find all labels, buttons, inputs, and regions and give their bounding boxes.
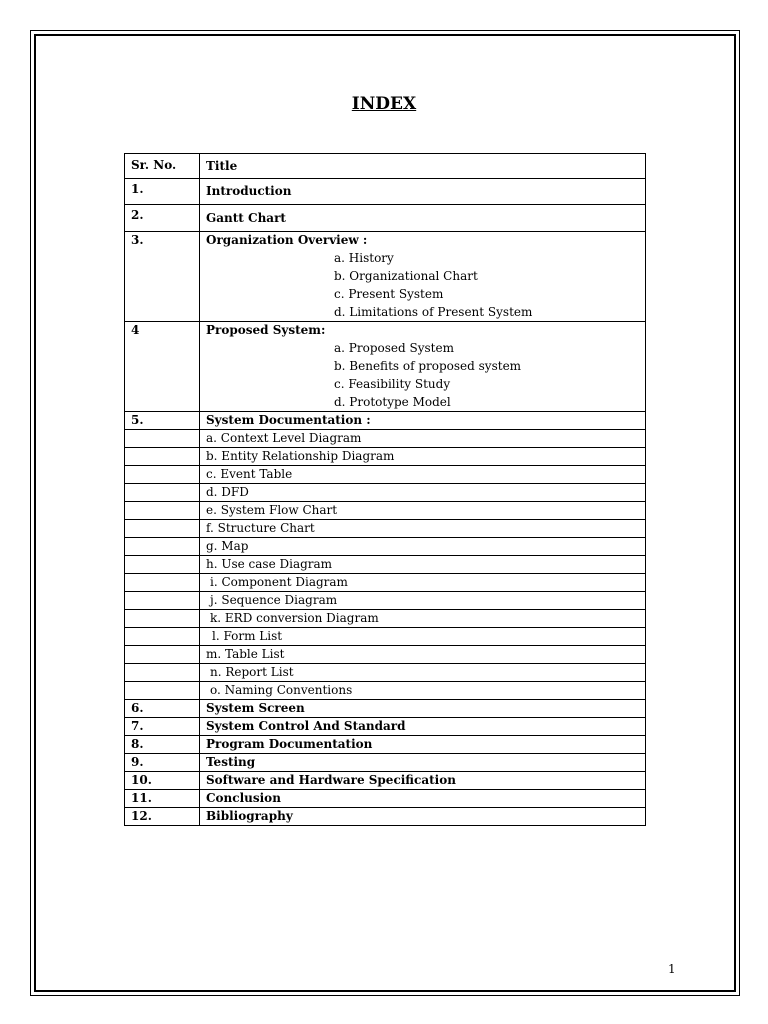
entry-title: Gantt Chart — [200, 205, 646, 232]
sysdoc-item: g. Map — [200, 538, 646, 556]
subitem: c. Present System — [334, 287, 444, 301]
sr-no-cell: 3. — [125, 232, 200, 322]
sr-no-cell — [125, 664, 200, 682]
sysdoc-item: l. Form List — [200, 628, 646, 646]
sr-no-cell — [125, 502, 200, 520]
page-title: INDEX — [351, 94, 417, 114]
sr-no-cell — [125, 538, 200, 556]
sysdoc-item: a. Context Level Diagram — [200, 430, 646, 448]
sr-no-cell — [125, 610, 200, 628]
entry-title: Testing — [200, 754, 646, 772]
sysdoc-item: h. Use case Diagram — [200, 556, 646, 574]
sr-no-cell — [125, 520, 200, 538]
sr-no-cell: 11. — [125, 790, 200, 808]
subitem: c. Feasibility Study — [334, 377, 451, 391]
entry-title: System Control And Standard — [200, 718, 646, 736]
sysdoc-item: f. Structure Chart — [200, 520, 646, 538]
sr-no-cell: 6. — [125, 700, 200, 718]
sysdoc-item: k. ERD conversion Diagram — [200, 610, 646, 628]
sr-no-cell: 10. — [125, 772, 200, 790]
sysdoc-item: o. Naming Conventions — [200, 682, 646, 700]
sr-no-cell: 1. — [125, 179, 200, 205]
subitem: a. Proposed System — [334, 341, 454, 355]
sr-no-cell — [125, 556, 200, 574]
sr-no-cell — [125, 682, 200, 700]
sr-no-cell — [125, 484, 200, 502]
sr-no-cell — [125, 646, 200, 664]
entry-title: Proposed System: — [206, 323, 326, 337]
entry-title: Organization Overview : — [206, 233, 368, 247]
entry-title: System Screen — [200, 700, 646, 718]
entry-title: Conclusion — [200, 790, 646, 808]
entry-title: Program Documentation — [200, 736, 646, 754]
sysdoc-item: i. Component Diagram — [200, 574, 646, 592]
entry-cell — [200, 232, 646, 322]
sr-no-cell: 4 — [125, 322, 200, 412]
sr-no-cell — [125, 628, 200, 646]
sr-no-cell — [125, 466, 200, 484]
entry-title: Bibliography — [200, 808, 646, 826]
entry-title: Introduction — [200, 179, 646, 205]
page-number: 1 — [668, 962, 676, 976]
sr-no-cell: 5. — [125, 412, 200, 430]
header-sr-no: Sr. No. — [125, 154, 200, 179]
sr-no-cell — [125, 430, 200, 448]
entry-title: Software and Hardware Specification — [200, 772, 646, 790]
sr-no-cell: 7. — [125, 718, 200, 736]
subitem: d. Limitations of Present System — [334, 305, 533, 319]
sysdoc-item: j. Sequence Diagram — [200, 592, 646, 610]
sysdoc-item: e. System Flow Chart — [200, 502, 646, 520]
subitem: b. Benefits of proposed system — [334, 359, 522, 373]
sysdoc-item: d. DFD — [200, 484, 646, 502]
entry-cell — [200, 322, 646, 412]
sr-no-cell — [125, 592, 200, 610]
index-table — [124, 153, 646, 826]
sysdoc-item: m. Table List — [200, 646, 646, 664]
sr-no-cell — [125, 574, 200, 592]
sr-no-cell: 2. — [125, 205, 200, 232]
subitem: a. History — [334, 251, 394, 265]
entry-title: System Documentation : — [200, 412, 646, 430]
sysdoc-item: c. Event Table — [200, 466, 646, 484]
subitem: b. Organizational Chart — [334, 269, 478, 283]
sr-no-cell: 12. — [125, 808, 200, 826]
sr-no-cell — [125, 448, 200, 466]
sr-no-cell: 8. — [125, 736, 200, 754]
sysdoc-item: n. Report List — [200, 664, 646, 682]
subitem: d. Prototype Model — [334, 395, 451, 409]
sr-no-cell: 9. — [125, 754, 200, 772]
sysdoc-item: b. Entity Relationship Diagram — [200, 448, 646, 466]
header-title: Title — [200, 154, 646, 179]
